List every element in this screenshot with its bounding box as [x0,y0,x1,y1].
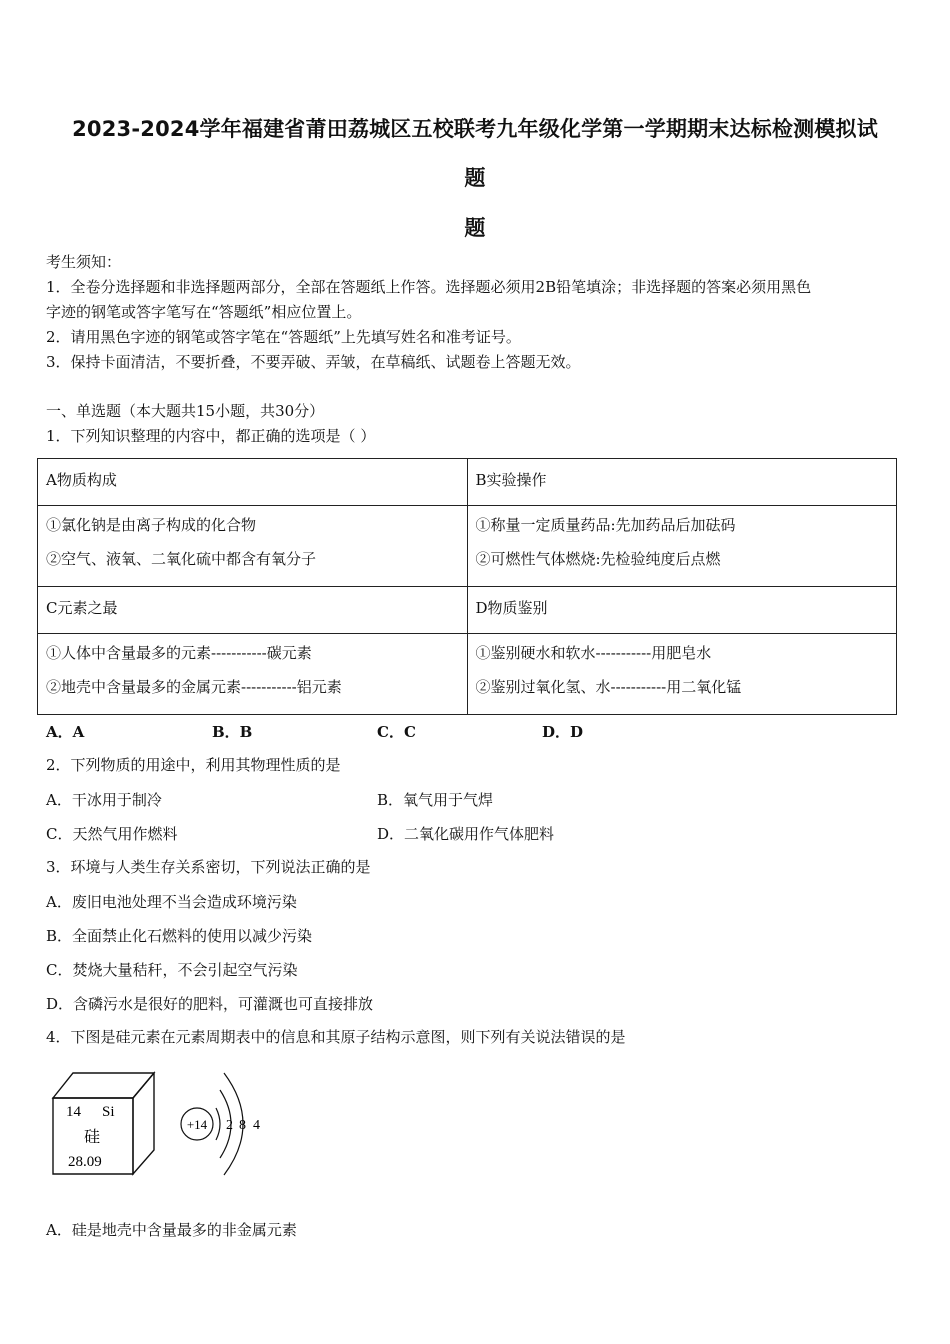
table-cell [38,587,468,634]
q1-option-a[interactable]: A．A [46,723,85,741]
cell-text-a1: ①氯化钠是由离子构成的化合物 [46,516,257,534]
q2-option-b[interactable]: B．氧气用于气焊 [377,791,494,809]
q1-knowledge-table [37,458,897,715]
cell-text-b1: ①称量一定质量药品:先加药品后加砝码 [475,516,736,534]
notice-item-2: 2．请用黑色字迹的钢笔或答字笔在“答题纸”上先填写姓名和准考证号。 [46,328,521,346]
q1-option-c[interactable]: C．C [377,723,416,741]
notice-item-1: 1．全卷分选择题和非选择题两部分，全部在答题纸上作答。选择题必须用2B铅笔填涂；非选择题的答案必须用黑色 [46,278,812,296]
cell-text-c2: ②地壳中含量最多的金属元素-----------铝元素 [46,678,342,696]
cell-text-a2: ②空气、液氧、二氧化硫中都含有氧分子 [46,550,317,568]
table-cell [38,506,468,587]
q3-option-a[interactable]: A．废旧电池处理不当会造成环境污染 [46,893,297,911]
cell-heading-d: D物质鉴别 [475,599,548,617]
q2-option-d[interactable]: D．二氧化碳用作气体肥料 [377,825,555,843]
cell-heading-c: C元素之最 [46,599,118,617]
table-cell [467,634,897,715]
shell-electrons-2: 8 [239,1118,246,1133]
nucleus-charge: +14 [186,1117,208,1132]
q4-option-a[interactable]: A．硅是地壳中含量最多的非金属元素 [46,1221,297,1239]
cell-text-d2: ②鉴别过氧化氢、水-----------用二氧化锰 [475,678,742,696]
element-number: 14 [66,1104,81,1120]
cell-text-c1: ①人体中含量最多的元素-----------碳元素 [46,644,312,662]
cell-text-b2: ②可燃性气体燃烧:先检验纯度后点燃 [475,550,721,568]
electron-shell-1 [216,1108,220,1140]
notice-item-1-cont: 字迹的钢笔或答字笔写在“答题纸”相应位置上。 [46,303,362,321]
notice-item-3: 3．保持卡面清洁，不要折叠，不要弄破、弄皱，在草稿纸、试题卷上答题无效。 [46,353,581,371]
q3-option-b[interactable]: B．全面禁止化石燃料的使用以减少污染 [46,927,313,945]
cell-heading-b: B实验操作 [475,471,547,489]
q3-option-c[interactable]: C．焚烧大量秸秆，不会引起空气污染 [46,961,298,979]
exam-title-continued: 题 [464,166,486,190]
silicon-element-figure [48,1068,278,1188]
q2-option-c[interactable]: C．天然气用作燃料 [46,825,178,843]
q2-stem: 2．下列物质的用途中，利用其物理性质的是 [46,756,341,774]
q4-stem: 4．下图是硅元素在元素周期表中的信息和其原子结构示意图，则下列有关说法错误的是 [46,1028,626,1046]
q3-stem: 3．环境与人类生存关系密切，下列说法正确的是 [46,858,371,876]
exam-title: 2023-2024学年福建省莆田荔城区五校联考九年级化学第一学期期末达标检测模拟试 [72,117,878,141]
table-cell [467,459,897,506]
element-symbol: Si [102,1104,115,1120]
shell-electrons-1: 2 [226,1118,233,1133]
element-name: 硅 [84,1127,101,1146]
cell-text-d1: ①鉴别硬水和软水-----------用肥皂水 [475,644,712,662]
cell-heading-a: A物质构成 [46,471,117,489]
q1-option-b[interactable]: B．B [212,723,253,741]
table-cell [38,459,468,506]
q1-stem: 1．下列知识整理的内容中，都正确的选项是（ ） [46,427,376,445]
element-mass: 28.09 [68,1154,102,1170]
table-cell [467,506,897,587]
exam-title-subtitle: 题 [464,216,486,240]
q1-option-d[interactable]: D．D [542,723,584,741]
notice-heading: 考生须知： [46,253,122,271]
table-cell [38,634,468,715]
q3-option-d[interactable]: D．含磷污水是很好的肥料，可灌溉也可直接排放 [46,995,374,1013]
section-heading: 一、单选题（本大题共15小题，共30分） [46,402,325,420]
table-cell [467,587,897,634]
shell-electrons-3: 4 [253,1118,260,1133]
q2-option-a[interactable]: A．干冰用于制冷 [46,791,162,809]
